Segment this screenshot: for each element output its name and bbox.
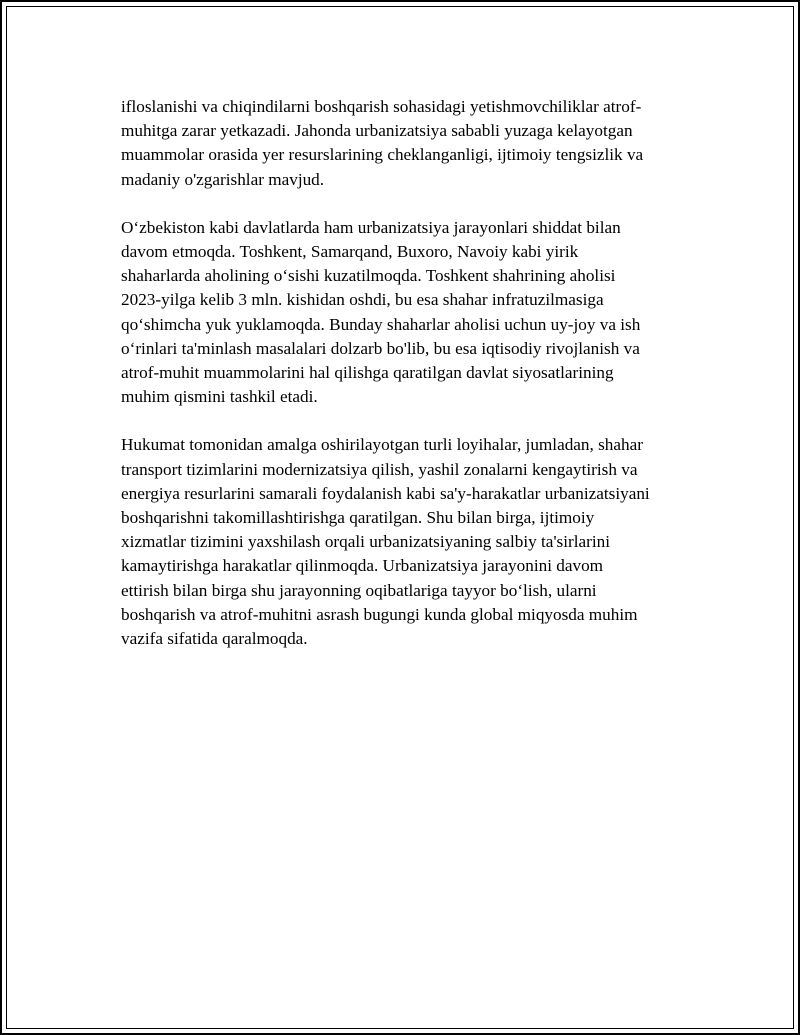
text-line: madaniy o'zgarishlar mavjud. [121, 169, 325, 189]
text-line: shaharlarda aholining o‘sishi kuzatilmoqda. Toshkent shahrining aholisi [121, 266, 616, 286]
text-line: muhim qismini tashkil etadi. [121, 387, 318, 407]
text-line: kamaytirishga harakatlar qilinmoqda. Urbanizatsiya jarayonini davom [121, 556, 604, 576]
text-line: 2023-yilga kelib 3 mln. kishidan oshdi, bu esa shahar infratuzilmasiga [121, 290, 604, 310]
paragraph-2 [121, 216, 701, 410]
text-line: ifloslanishi va chiqindilarni boshqarish sohasidagi yetishmovchiliklar atrof- [121, 97, 642, 116]
document-body [121, 95, 701, 675]
text-line: ettirish bilan birga shu jarayonning oqibatlariga tayyor bo‘lish, ularni [121, 580, 597, 600]
text-line: O‘zbekiston kabi davlatlarda ham urbanizatsiya jarayonlari shiddat bilan [121, 217, 621, 237]
text-line: qo‘shimcha yuk yuklamoqda. Bunday shaharlar aholisi uchun uy-joy va ish [121, 314, 641, 334]
text-line: boshqarish va atrof-muhitni asrash bugungi kunda global miqyosda muhim [121, 604, 638, 624]
text-line: boshqarishni takomillashtirishga qaratilgan. Shu bilan birga, ijtimoiy [121, 508, 595, 528]
text-line: xizmatlar tizimini yaxshilash orqali urbanizatsiyaning salbiy ta'sirlarini [121, 532, 610, 552]
text-line: davom etmoqda. Toshkent, Samarqand, Buxoro, Navoiy kabi yirik [121, 242, 579, 262]
paragraph-3 [121, 433, 701, 651]
text-line: energiya resurlarini samarali foydalanish kabi sa'y-harakatlar urbanizatsiyani [121, 483, 650, 503]
text-line: Hukumat tomonidan amalga oshirilayotgan turli loyihalar, jumladan, shahar [121, 435, 643, 455]
text-line: muhitga zarar yetkazadi. Jahonda urbanizatsiya sababli yuzaga kelayotgan [121, 121, 633, 141]
paragraph-1 [121, 95, 701, 192]
text-line: atrof-muhit muammolarini hal qilishga qaratilgan davlat siyosatlarining [121, 363, 614, 383]
text-line: transport tizimlarini modernizatsiya qilish, yashil zonalarni kengaytirish va [121, 459, 638, 479]
text-line: vazifa sifatida qaralmoqda. [121, 629, 308, 649]
text-line: o‘rinlari ta'minlash masalalari dolzarb bo'lib, bu esa iqtisodiy rivojlanish va [121, 338, 640, 358]
text-line: muammolar orasida yer resurslarining cheklanganligi, ijtimoiy tengsizlik va [121, 145, 644, 165]
